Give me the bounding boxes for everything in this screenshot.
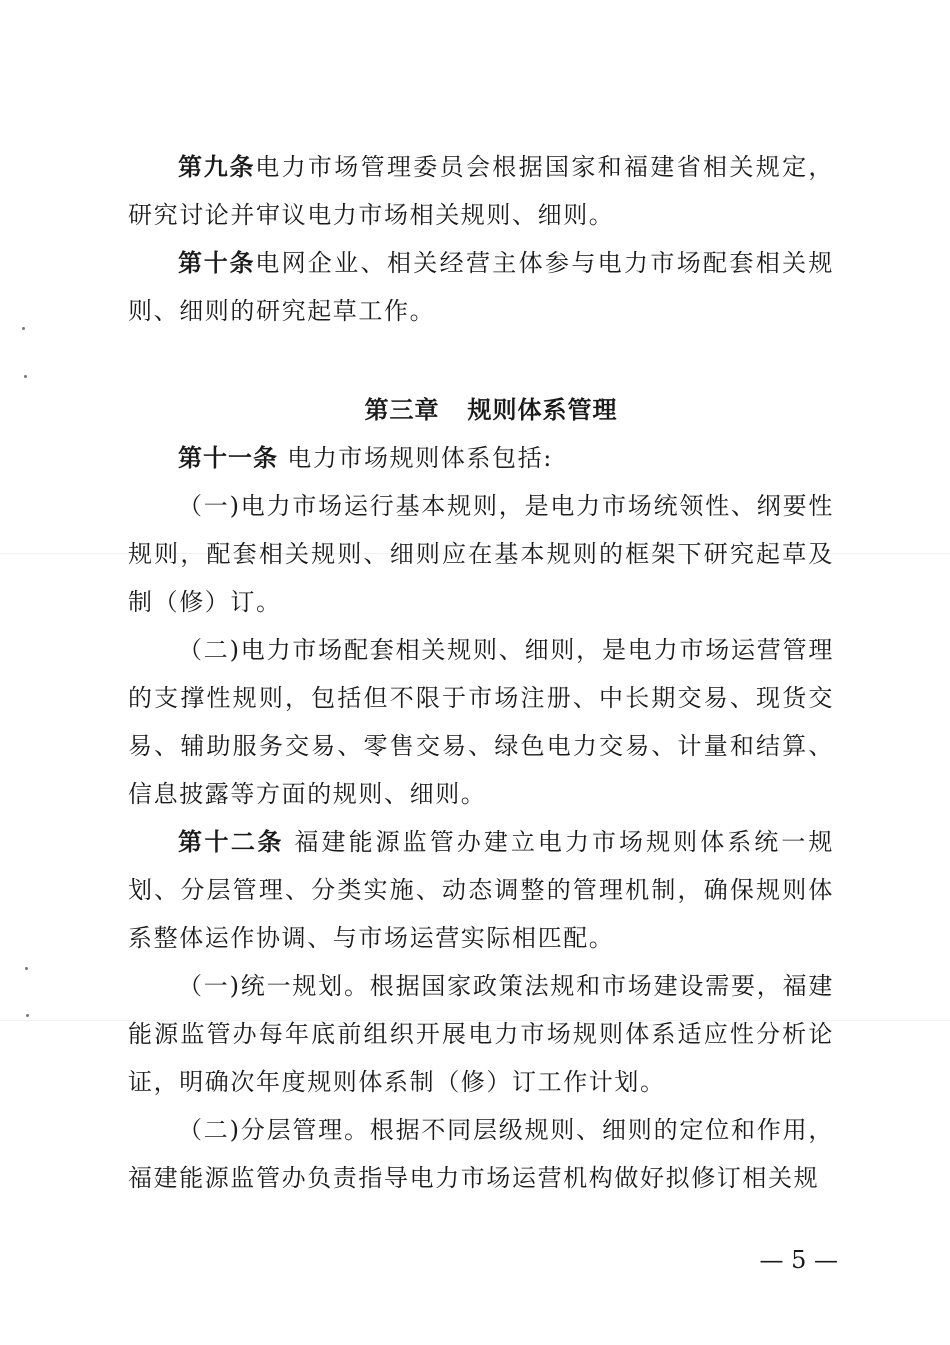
article-11-item-2 — [128, 626, 834, 818]
scan-mark — [25, 967, 28, 970]
article-12-item-2 — [128, 1106, 834, 1202]
scan-mark — [26, 1014, 29, 1017]
article-label: 第九条 — [178, 153, 256, 181]
article-text: 电力市场规则体系包括: — [278, 444, 553, 472]
chapter-number: 第三章 — [364, 396, 440, 424]
article-11 — [128, 434, 834, 482]
article-label: 第十条 — [178, 249, 256, 277]
article-11-item-1 — [128, 482, 834, 626]
article-text: 电网企业、相关经营主体参与电力市场配套相关规则、细则的研究起草工作。 — [128, 249, 835, 325]
page-number: — 5 — — [759, 1246, 838, 1274]
scan-mark — [24, 375, 27, 378]
scan-mark — [22, 327, 25, 330]
article-9 — [128, 143, 834, 239]
chapter-heading — [128, 386, 834, 434]
item-text: （二)电力市场配套相关规则、细则，是电力市场运营管理的支撑性规则，包括但不限于市场注册、中长期交易、现货交易、辅助服务交易、零售交易、绿色电力交易、计量和结算、信息披露等方面的规则、细则。 — [128, 636, 834, 808]
article-text: 福建能源监管办建立电力市场规则体系统一规划、分层管理、分类实施、动态调整的管理机制，确保规则体系整体运作协调、与市场运营实际相匹配。 — [128, 828, 834, 952]
article-label: 第十一条 — [178, 444, 278, 472]
article-text: 电力市场管理委员会根据国家和福建省相关规定，研究讨论并审议电力市场相关规则、细则。 — [128, 153, 835, 229]
item-text: （一)统一规划。根据国家政策法规和市场建设需要，福建能源监管办每年底前组织开展电力市场规则体系适应性分析论证，明确次年度规则体系制（修）订工作计划。 — [128, 972, 834, 1096]
article-12-item-1 — [128, 962, 834, 1106]
item-text: （一)电力市场运行基本规则，是电力市场统领性、纲要性规则，配套相关规则、细则应在基本规则的框架下研究起草及制（修）订。 — [128, 492, 834, 616]
article-12 — [128, 818, 834, 962]
item-text: （二)分层管理。根据不同层级规则、细则的定位和作用，福建能源监管办负责指导电力市场运营机构做好拟修订相关规 — [128, 1116, 834, 1192]
chapter-title: 规则体系管理 — [467, 396, 618, 424]
article-10 — [128, 239, 834, 335]
article-label: 第十二条 — [178, 828, 284, 856]
document-body — [128, 143, 834, 1202]
